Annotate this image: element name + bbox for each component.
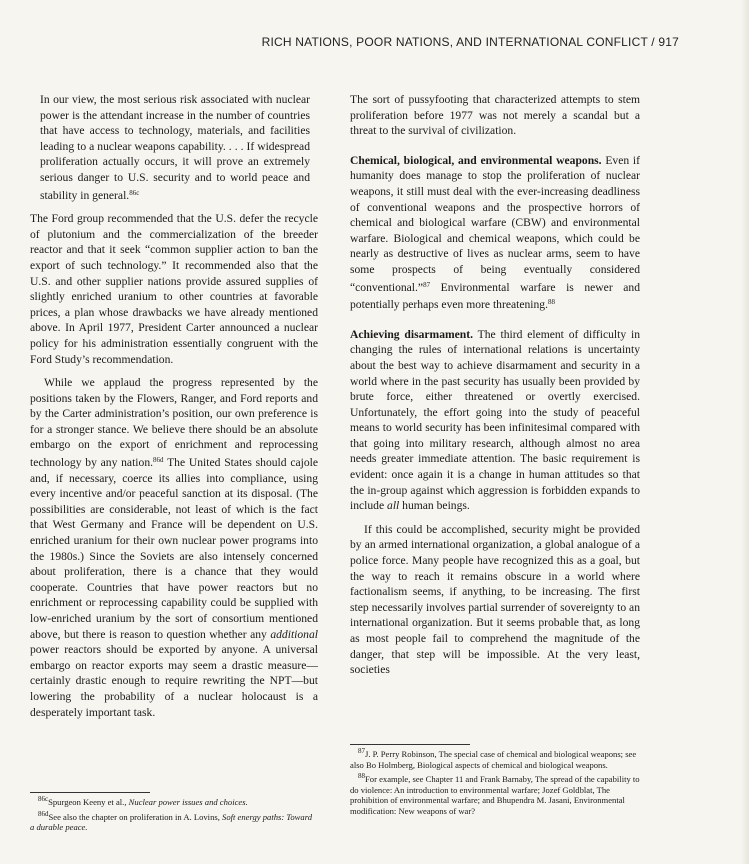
text-run: human beings. <box>399 499 470 513</box>
text-run: Even if humanity does manage to stop the proliferation of nuclear weapons, it still must deal with the ever-increasing deadliness of conventional weapons and the prospective horrors of chemical and biological warfare (CBW) and environmental warfare. Biological and chemical weapons, which could be nearly as destructive of lives as nuclear arms, seem to have some prospects of being eventually considered “conventional.” <box>350 153 640 294</box>
footnote-rule <box>30 792 150 793</box>
paragraph: The Ford group recommended that the U.S. defer the recycle of plutonium and the commercialization of the breeder reactor and that it seek “common supplier action to ban the export of such technology.” It recommended also that the U.S. and other supplier nations provide assured supplies of slightly enriched uranium to other countries at favorable prices, a plan whose drawbacks we have already mentioned above. In April 1977, President Carter announced a nuclear policy for his administration essentially congruent with the Ford Study’s recommendation. <box>30 212 318 366</box>
footnote-mark: 86d <box>38 809 49 818</box>
paragraph <box>350 153 640 313</box>
footnote-ref: 88 <box>548 298 555 307</box>
section-heading: Chemical, biological, and environmental weapons. <box>350 153 602 167</box>
footnote-ref: 86c <box>129 188 140 197</box>
footnote-ref: 87 <box>423 280 431 289</box>
italic-text: Nuclear power issues and choices. <box>128 797 248 807</box>
footnote-mark: 86c <box>38 795 49 803</box>
paragraph <box>30 375 318 720</box>
paragraph: If this could be accomplished, security might be provided by an armed international organization, a global analogue of a police force. Many people have recognized this as a goal, but the way to reach it remains obscure in a world where factionalism seems, if anything, to be increasing. The first step necessarily involves partial surrender of sovereignty to an international organization. But it seems probable that, as long as most people fail to comprehend the magnitude of the danger, that step will be impossible. At the very least, societies <box>350 522 640 677</box>
text-run: The third element of difficulty in changing the rules of international relations is uncertainty about the best way to achieve disarmament and security in a world where in the past security has usually been provided by brute force, either threatened or overtly exercised. Unfortunately, the effort going into the study of peaceful means to world security has been infinitesimal compared with that going into military research, although almost no area needs greater immediate attention. The basic requirement is evident: once again it is a change in human attitudes so that the in-group against which aggression is forbidden expands to include <box>350 327 640 513</box>
italic-text: all <box>387 499 400 513</box>
block-quote <box>40 92 310 203</box>
left-column <box>30 92 318 728</box>
footnote-rule <box>350 744 470 745</box>
footnote <box>350 771 640 816</box>
text-run: Environmental warfare is newer and potentially perhaps even more threatening. <box>350 280 640 312</box>
text-run: Spurgeon Keeny et al., <box>48 797 129 807</box>
text-run: See also the chapter on proliferation in A. Lovins, <box>48 811 223 822</box>
footnote <box>30 794 318 808</box>
italic-text: Soft energy paths: Toward a durable peace. <box>30 811 313 833</box>
footnote-ref: 86d <box>153 456 164 465</box>
text-run: For example, see Chapter 11 and Frank Barnaby, The spread of the capability to do violence: An introduction to environmental warfare; Jozef Goldblat, The prohibition of environmental warfare; and Bhupendra M. Jasani, Environmental modification: New weapons of war? <box>350 774 640 816</box>
right-column <box>350 92 640 686</box>
text-run: While we applaud the progress represented by the positions taken by the Flowers, Ranger, and Ford reports and by the Carter administration’s position, our own preference is for a stronger stance. We believe there should be an absolute embargo on the export of enrichment and reprocessing technology by any nation. <box>30 376 318 470</box>
text-run: The United States should cajole and, if necessary, coerce its allies into compliance, using every incentive and/or peaceful sanction at its disposal. (The possibilities are considerable, not least of which is the fact that West Germany and France will be dependent on U.S. enriched uranium for their own nuclear power programs into the 1980s.) Since the Soviets are also intensely concerned about proliferation, there is a chance that they would cooperate. Countries that have power reactors but no enrichment or reprocessing capability could be supplied with low-enriched uranium by the sort of consortium mentioned above, but there is reason to question whether any <box>30 456 319 641</box>
text-run: J. P. Perry Robinson, The special case of chemical and biological weapons; see also Bo Holmberg, Biological aspects of chemical and biological weapons. <box>350 749 637 770</box>
page-edge-shadow <box>741 0 749 864</box>
italic-text: additional <box>270 627 318 641</box>
section-heading: Achieving disarmament. <box>350 327 474 341</box>
footnote-mark: 88 <box>358 772 365 781</box>
footnote <box>30 809 318 833</box>
paragraph <box>350 327 640 514</box>
block-quote-text: In our view, the most serious risk associated with nuclear power is the attendant increase in the number of countries that have access to technology, materials, and facilities leading to a nuclear weapons capability. . . . If widespread proliferation actually occurs, it will prove an extremely serious danger to U.S. security and to world peace and stability in general. <box>40 93 310 202</box>
footnotes-left <box>30 792 318 834</box>
running-header: RICH NATIONS, POOR NATIONS, AND INTERNATIONAL CONFLICT / 917 <box>261 35 679 49</box>
footnote <box>350 746 640 770</box>
paragraph: The sort of pussyfooting that characterized attempts to stem proliferation before 1977 was not merely a scandal but a threat to the survival of civilization. <box>350 93 640 138</box>
text-run: power reactors should be exported by anyone. A universal embargo on reactor exports may seem a drastic measure—certainly drastic enough to require rewriting the NPT—but lowering the probability of a nuclear holocaust is a desperately important task. <box>30 643 318 719</box>
footnotes-right <box>350 744 640 818</box>
footnote-mark: 87 <box>358 747 365 755</box>
